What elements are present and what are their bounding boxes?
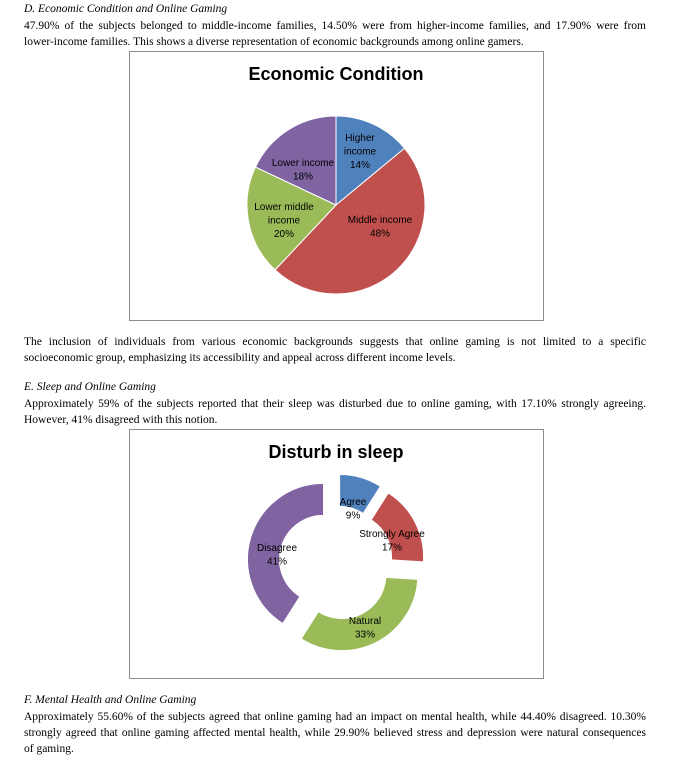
para-line: socioeconomic group, emphasizing its accessibility and appeal across different income levels. — [24, 352, 456, 364]
data-label-natural: 33% — [354, 629, 376, 641]
para-line: The inclusion of individuals from various economic backgrounds suggests that online gaming is not limited to a specific — [24, 336, 646, 348]
section-d-paragraph — [24, 18, 646, 50]
section-d-followup-paragraph — [24, 334, 646, 366]
disturb-in-sleep-svg — [130, 430, 543, 678]
category-label-lower-income: Lower income — [271, 157, 335, 169]
para-line: 47.90% of the subjects belonged to middle-income families, 14.50% were from higher-income families, and 17.90% were from — [24, 20, 646, 32]
data-label-middle-income: 48% — [369, 228, 391, 240]
disturb-in-sleep-chart — [129, 429, 544, 679]
category-label-higher-income: Higher — [345, 133, 375, 144]
category-label-middle-income: Middle income — [347, 214, 413, 226]
category-label-lower-middle-income: Lower middle — [254, 202, 314, 213]
data-label-lower-middle-income: 20% — [273, 229, 295, 240]
para-line: lower-income families. This shows a diverse representation of economic backgrounds among online gamers. — [24, 36, 524, 48]
para-line: Approximately 55.60% of the subjects agreed that online gaming had an impact on mental health, while 44.40% disagreed. 10.30% — [24, 711, 646, 723]
section-d-heading: D. Economic Condition and Online Gaming — [24, 3, 228, 15]
section-f-paragraph — [24, 709, 646, 757]
category-label-disagree: Disagree — [256, 542, 298, 554]
chart-title: Disturb in sleep — [268, 442, 404, 462]
para-line: Approximately 59% of the subjects reported that their sleep was disturbed due to online gaming, with 17.10% strongly agreeing. — [24, 398, 646, 410]
category-label-agree: Agree — [339, 496, 367, 508]
category-label-lower-middle-income: income — [267, 215, 301, 227]
data-label-strongly-agree: 17% — [381, 542, 403, 554]
category-label-higher-income: income — [343, 146, 377, 158]
para-line: However, 41% disagreed with this notion. — [24, 414, 218, 426]
data-label-agree: 9% — [345, 510, 361, 522]
category-label-natural: Natural — [348, 615, 382, 627]
data-label-higher-income: 14% — [349, 160, 371, 171]
category-label-strongly-agree: Strongly Agree — [359, 528, 425, 540]
section-e-paragraph — [24, 396, 646, 428]
section-f-heading: F. Mental Health and Online Gaming — [24, 694, 197, 706]
section-e-heading: E. Sleep and Online Gaming — [24, 381, 156, 393]
data-label-disagree: 41% — [266, 556, 288, 568]
economic-condition-chart — [129, 51, 544, 321]
economic-condition-svg — [130, 52, 543, 320]
para-line: strongly agreed that online gaming affected mental health, while 29.90% believed stress and depression were natural consequences — [24, 727, 646, 739]
para-line: of gaming. — [24, 743, 74, 755]
chart-title: Economic Condition — [248, 64, 424, 84]
data-label-lower-income: 18% — [292, 171, 314, 183]
